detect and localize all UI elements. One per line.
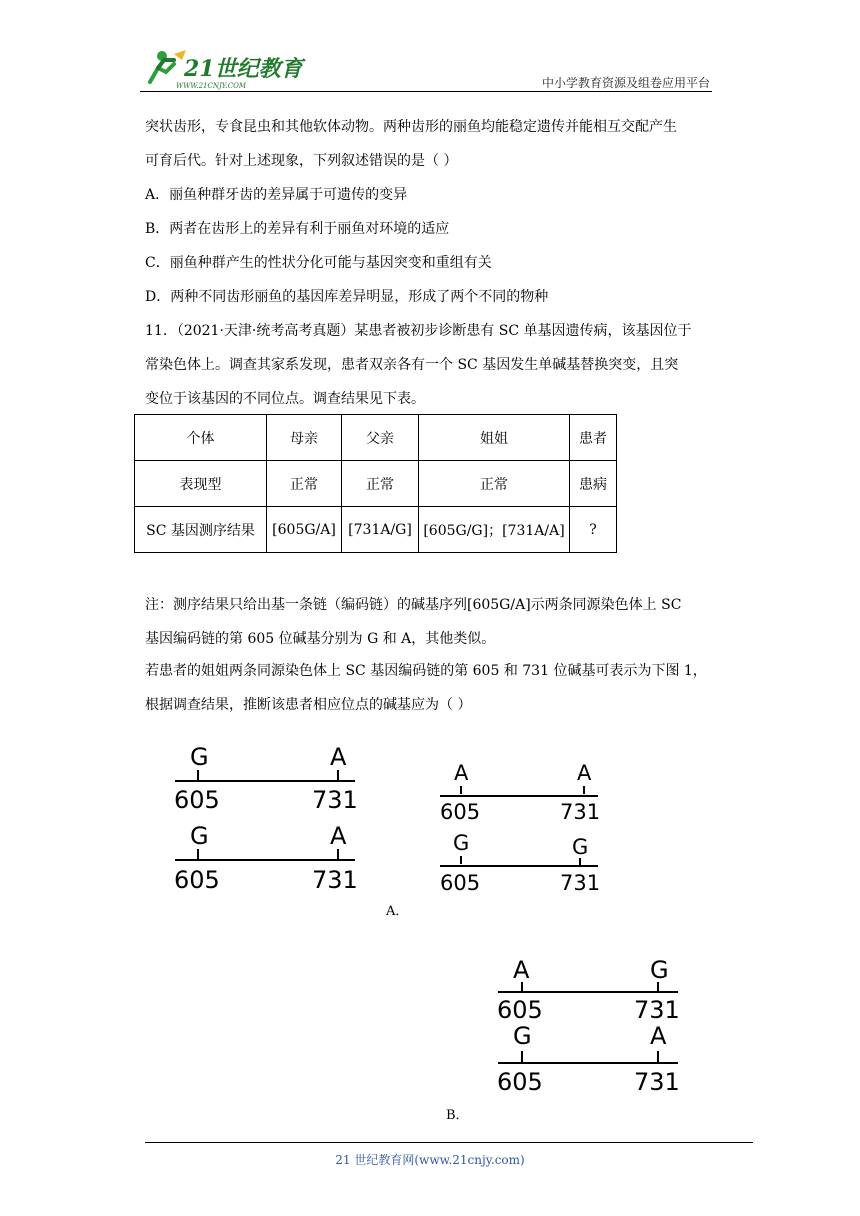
figA-bottom-base-731: G xyxy=(572,835,589,859)
q11-stem-line3: 变位于该基因的不同位点。调查结果见下表。 xyxy=(145,391,425,407)
figB-bottom-pos-731: 731 xyxy=(634,1068,680,1096)
figB-top-pos-731: 731 xyxy=(634,996,680,1024)
table-cell: 父亲 xyxy=(342,415,419,461)
table-cell: [605G/A] xyxy=(267,507,342,553)
table-cell: ? xyxy=(570,507,617,553)
logo-url: WWW.21CNJY.COM xyxy=(176,82,246,90)
q11-stem-line2: 常染色体上。调查其家系发现，患者双亲各有一个 SC 基因发生单碱基替换突变，且突 xyxy=(145,357,679,373)
table-cell: 母亲 xyxy=(267,415,342,461)
note-line3: 若患者的姐姐两条同源染色体上 SC 基因编码链的第 605 和 731 位碱基可表示为下图 1， xyxy=(145,663,707,679)
table-cell: 正常 xyxy=(419,461,570,507)
footer-link[interactable]: 21 世纪教育网(www.21cnjy.com) xyxy=(335,1153,525,1167)
q10-stem-line1: 突状齿形，专食昆虫和其他软体动物。两种齿形的丽鱼均能稳定遗传并能相互交配产生 xyxy=(145,119,677,135)
table-cell: 个体 xyxy=(135,415,267,461)
table-cell: 患病 xyxy=(570,461,617,507)
runner-logo-icon xyxy=(140,46,310,90)
option-b-label: B． xyxy=(446,1108,469,1123)
q11-stem-line1: 11．（2021·天津·统考高考真题）某患者被初步诊断患有 SC 单基因遗传病，该基因位于 xyxy=(145,323,692,339)
figA-bottom-base-605: G xyxy=(453,831,470,855)
note-line4: 根据调查结果，推断该患者相应位点的碱基应为（ ） xyxy=(145,697,472,713)
table-row xyxy=(135,507,617,553)
fig1-top-base-605: G xyxy=(190,743,209,771)
figure-1-chromosomes xyxy=(170,738,365,898)
option-a-figure xyxy=(436,756,606,898)
fig1-top-pos-731: 731 xyxy=(312,786,358,814)
option-b-figure xyxy=(494,950,684,1098)
note-line2: 基因编码链的第 605 位碱基分别为 G 和 A，其他类似。 xyxy=(145,631,496,647)
note-line1: 注：测序结果只给出基一条链（编码链）的碱基序列[605G/A]示两条同源染色体上 SC xyxy=(145,597,682,613)
q10-stem-line2: 可育后代。针对上述现象，下列叙述错误的是（ ） xyxy=(145,153,458,169)
fig1-bottom-base-605: G xyxy=(190,822,209,850)
table-row xyxy=(135,461,617,507)
site-logo xyxy=(140,46,310,90)
fig1-bottom-pos-731: 731 xyxy=(312,866,358,894)
table-cell: 患者 xyxy=(570,415,617,461)
q10-option-b: B．两者在齿形上的差异有利于丽鱼对环境的适应 xyxy=(145,221,450,237)
figB-bottom-pos-605: 605 xyxy=(497,1068,543,1096)
table-cell: 正常 xyxy=(342,461,419,507)
footer-divider xyxy=(145,1142,753,1143)
table-cell: SC 基因测序结果 xyxy=(135,507,267,553)
header-divider xyxy=(140,91,712,92)
table-row xyxy=(135,415,617,461)
q10-option-c: C．丽鱼种群产生的性状分化可能与基因突变和重组有关 xyxy=(145,255,492,271)
platform-name: 中小学教育资源及组卷应用平台 xyxy=(541,76,710,90)
fig1-bottom-base-731: A xyxy=(330,822,347,850)
table-cell: [605G/G]；[731A/A] xyxy=(419,507,570,553)
figA-top-base-605: A xyxy=(454,761,469,785)
figA-top-pos-731: 731 xyxy=(560,800,601,824)
option-a-label: A． xyxy=(386,904,409,919)
figA-top-pos-605: 605 xyxy=(440,800,481,824)
table-cell: [731A/G] xyxy=(342,507,419,553)
q10-option-d: D．两种不同齿形丽鱼的基因库差异明显，形成了两个不同的物种 xyxy=(145,289,549,305)
figB-bottom-base-605: G xyxy=(513,1022,532,1050)
table-cell: 姐姐 xyxy=(419,415,570,461)
figB-bottom-base-731: A xyxy=(650,1022,667,1050)
figB-top-pos-605: 605 xyxy=(497,996,543,1024)
figA-bottom-pos-731: 731 xyxy=(560,871,601,895)
figA-top-base-731: A xyxy=(577,761,592,785)
q10-option-a: A．丽鱼种群牙齿的差异属于可遗传的变异 xyxy=(145,187,408,203)
figA-bottom-pos-605: 605 xyxy=(440,871,481,895)
table-cell: 表现型 xyxy=(135,461,267,507)
sequencing-table xyxy=(134,414,617,553)
fig1-top-base-731: A xyxy=(330,743,347,771)
logo-text: 21世纪教育 xyxy=(184,56,303,82)
figB-top-base-605: A xyxy=(513,956,530,984)
fig1-top-pos-605: 605 xyxy=(174,786,220,814)
fig1-bottom-pos-605: 605 xyxy=(174,866,220,894)
figB-top-base-731: G xyxy=(650,956,669,984)
table-cell: 正常 xyxy=(267,461,342,507)
